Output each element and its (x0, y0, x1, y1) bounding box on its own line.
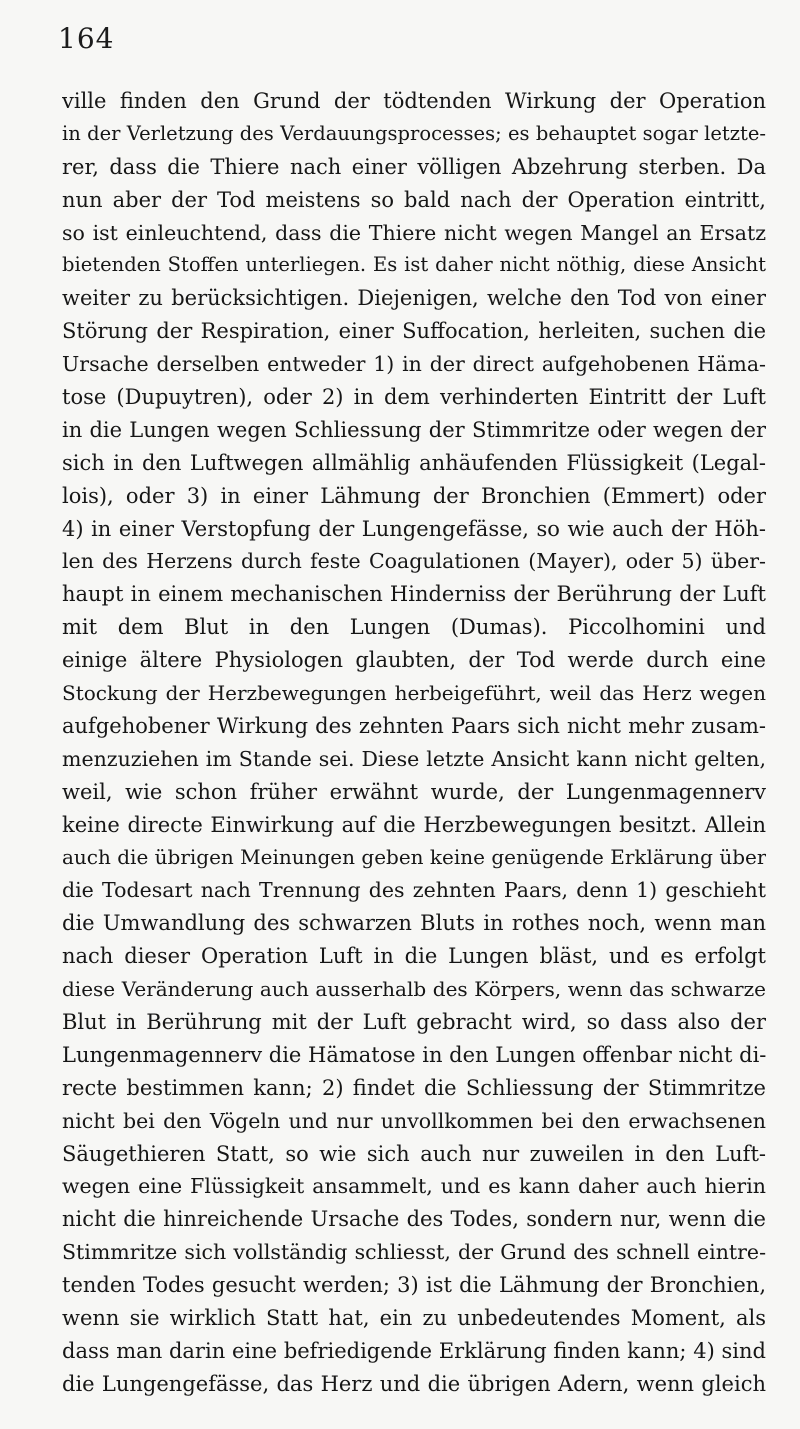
text-line: Blut in Berührung mit der Luft gebracht wird, so dass also der (62, 1009, 766, 1034)
text-line: rer, dass die Thiere nach einer völligen Abzehrung sterben. Da (62, 154, 766, 179)
text-line: die Lungengefässe, das Herz und die übrigen Adern, wenn gleich (62, 1371, 766, 1396)
text-line: auch die übrigen Meinungen geben keine genügende Erklärung über (62, 845, 766, 870)
body-text (62, 85, 766, 1401)
text-line: menzuziehen im Stande sei. Diese letzte Ansicht kann nicht gelten, (62, 746, 766, 771)
text-line: tenden Todes gesucht werden; 3) ist die Lähmung der Bronchien, (62, 1273, 766, 1298)
text-line: wenn sie wirklich Statt hat, ein zu unbedeutendes Moment, als (62, 1305, 766, 1330)
text-line: in die Lungen wegen Schliessung der Stimmritze oder wegen der (62, 417, 766, 442)
text-line: nicht bei den Vögeln und nur unvollkommen bei den erwachsenen (62, 1108, 766, 1133)
text-line: nach dieser Operation Luft in die Lungen bläst, und es erfolgt (62, 944, 766, 969)
text-line: len des Herzens durch feste Coagulationen (Mayer), oder 5) über- (62, 549, 766, 574)
text-line: recte bestimmen kann; 2) findet die Schliessung der Stimmritze (62, 1075, 766, 1100)
text-line: Ursache derselben entweder 1) in der direct aufgehobenen Häma- (62, 352, 766, 377)
text-line: diese Veränderung auch ausserhalb des Körpers, wenn das schwarze (62, 977, 766, 1002)
text-line: dass man darin eine befriedigende Erklärung finden kann; 4) sind (62, 1338, 766, 1363)
text-line: aufgehobener Wirkung des zehnten Paars sich nicht mehr zusam- (62, 713, 766, 738)
text-line: weil, wie schon früher erwähnt wurde, der Lungenmagennerv (62, 779, 766, 804)
text-line: in der Verletzung des Verdauungsprocesses; es behauptet sogar letzte- (62, 121, 766, 145)
text-line: die Umwandlung des schwarzen Bluts in rothes noch, wenn man (62, 911, 766, 936)
text-line: Lungenmagennerv die Hämatose in den Lungen offenbar nicht di- (62, 1042, 766, 1067)
text-line: nun aber der Tod meistens so bald nach der Operation eintritt, (62, 187, 766, 212)
text-line: wegen eine Flüssigkeit ansammelt, und es kann daher auch hierin (62, 1174, 766, 1199)
text-line: sich in den Luftwegen allmählig anhäufenden Flüssigkeit (Legal- (62, 450, 766, 475)
text-line: Stimmritze sich vollständig schliesst, der Grund des schnell eintre- (62, 1240, 766, 1265)
text-line: Stockung der Herzbewegungen herbeigeführt, weil das Herz wegen (62, 681, 766, 706)
text-line: Säugethieren Statt, so wie sich auch nur zuweilen in den Luft- (62, 1141, 766, 1166)
text-line: tose (Dupuytren), oder 2) in dem verhinderten Eintritt der Luft (62, 385, 766, 410)
text-line: bietenden Stoffen unterliegen. Es ist daher nicht nöthig, diese Ansicht (62, 253, 766, 277)
text-line: ville finden den Grund der tödtenden Wirkung der Operation (62, 89, 766, 113)
text-line: die Todesart nach Trennung des zehnten Paars, denn 1) geschieht (62, 878, 766, 903)
text-line: einige ältere Physiologen glaubten, der Tod werde durch eine (62, 648, 766, 673)
text-line: so ist einleuchtend, dass die Thiere nicht wegen Mangel an Ersatz (62, 220, 766, 245)
text-line: mit dem Blut in den Lungen (Dumas). Piccolhomini und (62, 615, 766, 640)
text-line: nicht die hinreichende Ursache des Todes, sondern nur, wenn die (62, 1207, 766, 1232)
text-line: 4) in einer Verstopfung der Lungengefässe, so wie auch der Höh- (62, 516, 766, 541)
text-line: Störung der Respiration, einer Suffocation, herleiten, suchen die (62, 319, 766, 344)
page-number: 164 (58, 22, 115, 55)
text-line: weiter zu berücksichtigen. Diejenigen, welche den Tod von einer (62, 286, 766, 311)
text-line: keine directe Einwirkung auf die Herzbewegungen besitzt. Allein (62, 812, 766, 837)
text-line: lois), oder 3) in einer Lähmung der Bronchien (Emmert) oder (62, 483, 766, 508)
text-line: haupt in einem mechanischen Hinderniss der Berührung der Luft (62, 582, 766, 607)
